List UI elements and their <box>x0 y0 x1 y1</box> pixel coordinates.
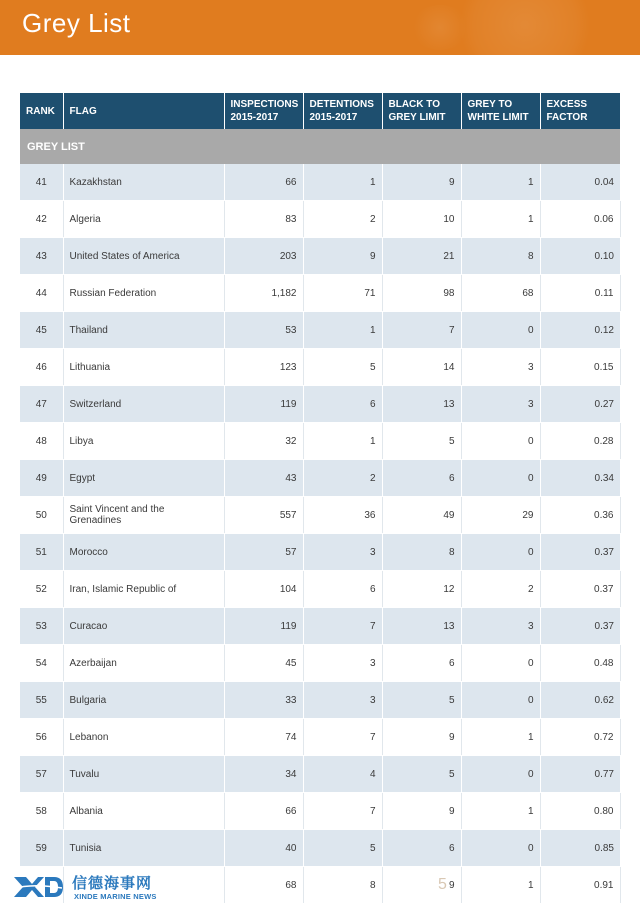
cell-flag: Libya <box>63 423 224 460</box>
cell-flag: Bulgaria <box>63 682 224 719</box>
cell-black-to-grey: 8 <box>382 534 461 571</box>
table-row <box>20 460 620 497</box>
banner-decoration <box>410 5 470 50</box>
cell-inspections: 119 <box>224 386 303 423</box>
table-row <box>20 756 620 793</box>
cell-black-to-grey: 10 <box>382 201 461 238</box>
cell-detentions: 71 <box>303 275 382 312</box>
cell-grey-to-white: 68 <box>461 275 540 312</box>
cell-rank: 42 <box>20 201 63 238</box>
cell-inspections: 45 <box>224 645 303 682</box>
cell-black-to-grey: 21 <box>382 238 461 275</box>
column-header-black-to-grey: BLACK TO GREY LIMIT <box>382 93 461 129</box>
cell-flag: Egypt <box>63 460 224 497</box>
cell-inspections: 104 <box>224 571 303 608</box>
cell-inspections: 43 <box>224 460 303 497</box>
section-row-grey-list <box>20 129 620 164</box>
cell-detentions: 5 <box>303 349 382 386</box>
cell-rank: 59 <box>20 830 63 867</box>
cell-grey-to-white: 0 <box>461 423 540 460</box>
cell-black-to-grey: 5 <box>382 423 461 460</box>
cell-black-to-grey: 5 <box>382 682 461 719</box>
cell-rank: 51 <box>20 534 63 571</box>
cell-flag: Lebanon <box>63 719 224 756</box>
column-header-rank: RANK <box>20 93 63 129</box>
cell-detentions: 7 <box>303 608 382 645</box>
cell-excess-factor: 0.11 <box>540 275 620 312</box>
cell-excess-factor: 0.91 <box>540 867 620 904</box>
table-row <box>20 312 620 349</box>
cell-detentions: 1 <box>303 312 382 349</box>
cell-flag: Albania <box>63 793 224 830</box>
cell-excess-factor: 0.06 <box>540 201 620 238</box>
cell-excess-factor: 0.27 <box>540 386 620 423</box>
title-banner <box>0 0 640 55</box>
cell-detentions: 1 <box>303 164 382 201</box>
cell-rank: 49 <box>20 460 63 497</box>
cell-grey-to-white: 29 <box>461 497 540 534</box>
cell-black-to-grey: 49 <box>382 497 461 534</box>
cell-detentions: 7 <box>303 793 382 830</box>
page-title: Grey List <box>22 8 131 38</box>
cell-grey-to-white: 2 <box>461 571 540 608</box>
table-row <box>20 201 620 238</box>
cell-excess-factor: 0.04 <box>540 164 620 201</box>
cell-excess-factor: 0.80 <box>540 793 620 830</box>
cell-detentions: 3 <box>303 645 382 682</box>
cell-flag: Kazakhstan <box>63 164 224 201</box>
cell-inspections: 40 <box>224 830 303 867</box>
cell-black-to-grey: 9 <box>382 164 461 201</box>
cell-rank: 54 <box>20 645 63 682</box>
watermark-en-text: XINDE MARINE NEWS <box>74 892 157 901</box>
cell-rank: 57 <box>20 756 63 793</box>
cell-rank: 48 <box>20 423 63 460</box>
cell-excess-factor: 0.62 <box>540 682 620 719</box>
cell-detentions: 4 <box>303 756 382 793</box>
cell-excess-factor: 0.10 <box>540 238 620 275</box>
cell-flag: Tuvalu <box>63 756 224 793</box>
table-row <box>20 682 620 719</box>
cell-flag: Switzerland <box>63 386 224 423</box>
table-row <box>20 349 620 386</box>
table-row <box>20 645 620 682</box>
cell-black-to-grey: 6 <box>382 830 461 867</box>
column-header-flag: FLAG <box>63 93 224 129</box>
cell-detentions: 6 <box>303 571 382 608</box>
table-row <box>20 719 620 756</box>
cell-black-to-grey: 13 <box>382 608 461 645</box>
cell-rank: 58 <box>20 793 63 830</box>
table-row <box>20 423 620 460</box>
cell-detentions: 2 <box>303 201 382 238</box>
cell-rank: 55 <box>20 682 63 719</box>
cell-grey-to-white: 3 <box>461 608 540 645</box>
cell-grey-to-white: 1 <box>461 719 540 756</box>
column-header-excess-factor: EXCESS FACTOR <box>540 93 620 129</box>
column-header-detentions: DETENTIONS 2015-2017 <box>303 93 382 129</box>
table-row <box>20 386 620 423</box>
cell-flag: Curacao <box>63 608 224 645</box>
cell-grey-to-white: 1 <box>461 201 540 238</box>
cell-inspections: 123 <box>224 349 303 386</box>
cell-grey-to-white: 0 <box>461 534 540 571</box>
cell-excess-factor: 0.37 <box>540 608 620 645</box>
cell-excess-factor: 0.85 <box>540 830 620 867</box>
cell-rank: 46 <box>20 349 63 386</box>
page-number: 5 <box>438 876 447 893</box>
cell-rank: 44 <box>20 275 63 312</box>
cell-excess-factor: 0.28 <box>540 423 620 460</box>
cell-flag: United States of America <box>63 238 224 275</box>
cell-black-to-grey: 7 <box>382 312 461 349</box>
cell-detentions: 6 <box>303 386 382 423</box>
cell-detentions: 9 <box>303 238 382 275</box>
cell-grey-to-white: 3 <box>461 386 540 423</box>
table-row <box>20 164 620 201</box>
cell-flag: Iran, Islamic Republic of <box>63 571 224 608</box>
column-header-inspections: INSPECTIONS 2015-2017 <box>224 93 303 129</box>
table-row <box>20 275 620 312</box>
cell-grey-to-white: 0 <box>461 645 540 682</box>
cell-black-to-grey: 12 <box>382 571 461 608</box>
watermark-logo <box>12 872 177 906</box>
cell-black-to-grey: 14 <box>382 349 461 386</box>
cell-inspections: 66 <box>224 164 303 201</box>
cell-inspections: 83 <box>224 201 303 238</box>
cell-inspections: 32 <box>224 423 303 460</box>
table-header-row <box>20 93 620 129</box>
cell-rank: 52 <box>20 571 63 608</box>
cell-excess-factor: 0.37 <box>540 534 620 571</box>
cell-black-to-grey: 5 <box>382 756 461 793</box>
cell-grey-to-white: 0 <box>461 460 540 497</box>
cell-black-to-grey: 9 <box>382 793 461 830</box>
cell-flag: Lithuania <box>63 349 224 386</box>
cell-rank: 41 <box>20 164 63 201</box>
cell-black-to-grey: 6 <box>382 645 461 682</box>
cell-grey-to-white: 1 <box>461 793 540 830</box>
cell-grey-to-white: 0 <box>461 682 540 719</box>
cell-black-to-grey: 98 <box>382 275 461 312</box>
cell-grey-to-white: 1 <box>461 164 540 201</box>
xinde-logo-icon <box>12 874 64 900</box>
cell-excess-factor: 0.77 <box>540 756 620 793</box>
table-row <box>20 608 620 645</box>
cell-grey-to-white: 0 <box>461 756 540 793</box>
cell-detentions: 8 <box>303 867 382 904</box>
table-row <box>20 830 620 867</box>
cell-excess-factor: 0.72 <box>540 719 620 756</box>
cell-rank: 45 <box>20 312 63 349</box>
cell-excess-factor: 0.12 <box>540 312 620 349</box>
banner-decoration <box>450 0 600 55</box>
cell-grey-to-white: 1 <box>461 867 540 904</box>
cell-flag: Tunisia <box>63 830 224 867</box>
cell-rank: 50 <box>20 497 63 534</box>
cell-detentions: 3 <box>303 682 382 719</box>
cell-rank: 43 <box>20 238 63 275</box>
cell-black-to-grey: 13 <box>382 386 461 423</box>
cell-inspections: 557 <box>224 497 303 534</box>
cell-excess-factor: 0.34 <box>540 460 620 497</box>
cell-flag: Saint Vincent and the Grenadines <box>63 497 224 534</box>
cell-inspections: 1,182 <box>224 275 303 312</box>
cell-rank: 47 <box>20 386 63 423</box>
table-row <box>20 793 620 830</box>
cell-flag: Azerbaijan <box>63 645 224 682</box>
cell-black-to-grey: 6 <box>382 460 461 497</box>
grey-list-table <box>20 93 620 904</box>
cell-inspections: 119 <box>224 608 303 645</box>
cell-rank: 53 <box>20 608 63 645</box>
cell-excess-factor: 0.15 <box>540 349 620 386</box>
cell-black-to-grey: 9 <box>382 719 461 756</box>
cell-grey-to-white: 0 <box>461 312 540 349</box>
cell-inspections: 57 <box>224 534 303 571</box>
cell-inspections: 74 <box>224 719 303 756</box>
cell-rank: 56 <box>20 719 63 756</box>
cell-grey-to-white: 8 <box>461 238 540 275</box>
cell-excess-factor: 0.37 <box>540 571 620 608</box>
cell-inspections: 203 <box>224 238 303 275</box>
cell-detentions: 1 <box>303 423 382 460</box>
cell-black-to-grey: 9 <box>382 867 461 904</box>
table-row <box>20 534 620 571</box>
cell-inspections: 53 <box>224 312 303 349</box>
table-row <box>20 238 620 275</box>
cell-detentions: 5 <box>303 830 382 867</box>
cell-inspections: 68 <box>224 867 303 904</box>
cell-excess-factor: 0.36 <box>540 497 620 534</box>
cell-detentions: 7 <box>303 719 382 756</box>
section-label: GREY LIST <box>20 129 620 164</box>
cell-detentions: 3 <box>303 534 382 571</box>
cell-excess-factor: 0.48 <box>540 645 620 682</box>
cell-detentions: 36 <box>303 497 382 534</box>
cell-flag: Thailand <box>63 312 224 349</box>
cell-inspections: 33 <box>224 682 303 719</box>
table-row <box>20 571 620 608</box>
cell-flag: Algeria <box>63 201 224 238</box>
column-header-grey-to-white: GREY TO WHITE LIMIT <box>461 93 540 129</box>
cell-grey-to-white: 0 <box>461 830 540 867</box>
watermark-cn-text: 信德海事网 <box>72 875 153 892</box>
cell-detentions: 2 <box>303 460 382 497</box>
cell-flag: Morocco <box>63 534 224 571</box>
cell-grey-to-white: 3 <box>461 349 540 386</box>
cell-inspections: 34 <box>224 756 303 793</box>
cell-inspections: 66 <box>224 793 303 830</box>
table-row <box>20 497 620 534</box>
cell-flag: Russian Federation <box>63 275 224 312</box>
